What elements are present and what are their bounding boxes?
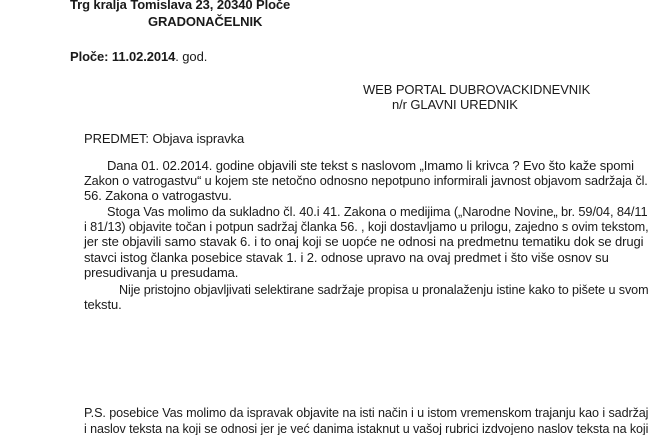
letterhead-address: Trg kralja Tomislava 23, 20340 Ploče — [70, 0, 291, 12]
paragraph-2-line-3: jer ste objavili samo stavak 6. i to onaj koji se uopće ne odnosi na predmetnu tematiku dok se drugi — [84, 234, 644, 249]
paragraph-2-line-1: Stoga Vas molimo da sukladno čl. 40.i 41. Zakona o medijima („Narodne Novine„ br. 59/04, 84/11 — [107, 204, 648, 219]
paragraph-2-line-4: stavci istog članka posebice stavak 1. i 2. odnose upravo na ovaj predmet i što više osnov su — [84, 250, 609, 265]
recipient-line-2: n/r GLAVNI UREDNIK — [392, 97, 518, 112]
paragraph-3-line-1: Nije pristojno objavljivati selektirane sadržaje propisa u pronalaženju istine kako to pišete u svom — [119, 282, 649, 297]
recipient-line-1: WEB PORTAL DUBROVACKIDNEVNIK — [363, 82, 591, 97]
paragraph-1-line-1: Dana 01. 02.2014. godine objavili ste tekst s naslovom „Imamo li krivca ? Evo što kaže spomi — [107, 158, 634, 173]
paragraph-1-line-3: 56. Zakona o vatrogastvu. — [84, 188, 232, 203]
subject-line: PREDMET: Objava ispravka — [84, 131, 245, 146]
date-line — [70, 49, 207, 64]
paragraph-2-line-5: presudivanja u presudama. — [84, 265, 239, 280]
paragraph-2-line-2: i 81/13) objavite točan i potpun sadržaj članka 56. , koji dostavljamo u prilogu, zajedno s ovim tekstom, — [84, 219, 649, 234]
paragraph-3-line-2: tekstu. — [84, 297, 122, 312]
date-place: Ploče: 11.02.2014 — [70, 49, 176, 64]
postscript-line-2: i naslov teksta na koji se odnosi jer je već danima istaknut u vašoj rubrici izdvojeno naslov teksta na koji — [84, 421, 649, 435]
paragraph-1-line-2: Zakon o vatrogastvu“ u kojem ste netočno odnosno nepotpuno informirali javnost objavom sadržaja čl. — [84, 173, 648, 188]
postscript-line-1: P.S. posebice Vas molimo da ispravak objavite na isti način i u istom vremenskom trajanju kao i sadržaj — [84, 405, 649, 420]
letterhead-office: GRADONAČELNIK — [148, 14, 263, 29]
date-suffix: . god. — [175, 49, 208, 64]
